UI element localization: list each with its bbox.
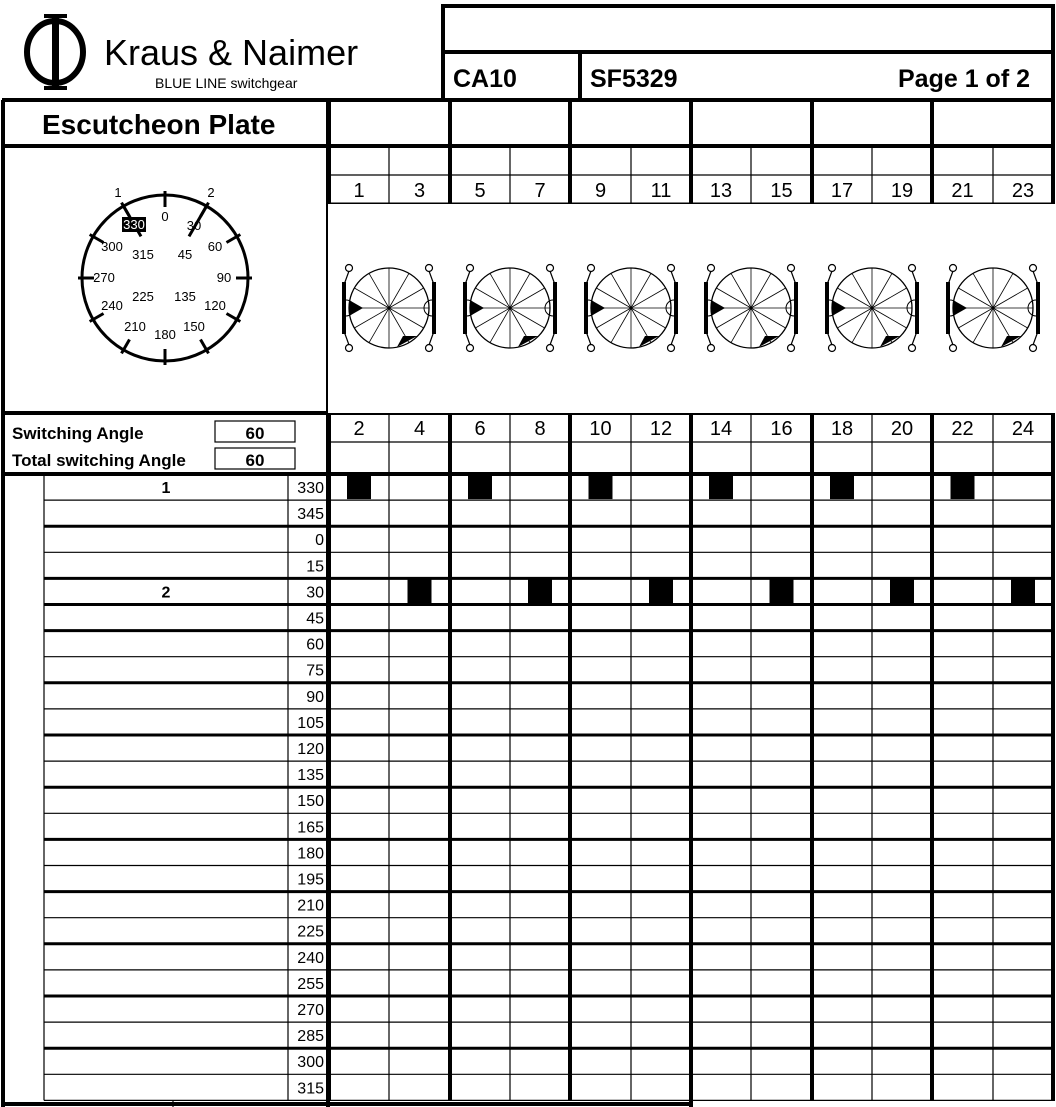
dial-angle-label: 45 [177, 247, 193, 262]
brand-name: Kraus & Naimer [104, 32, 359, 73]
table-row [44, 657, 1055, 680]
total-switching-angle-value: 60 [245, 451, 265, 470]
table-row [44, 839, 1055, 862]
table-row [44, 1048, 1055, 1071]
terminal-number-bottom: 4 [413, 418, 426, 440]
terminal-number-bottom: 18 [830, 418, 854, 440]
terminal-number-top: 17 [830, 180, 854, 202]
terminal-pin [909, 345, 916, 352]
row-angle: 90 [306, 688, 324, 706]
row-angle: 315 [297, 1080, 324, 1098]
dial-angle-label: 135 [174, 289, 196, 304]
row-angle: 225 [297, 923, 324, 941]
terminal-pin [346, 265, 353, 272]
dial-angle-label: 210 [124, 319, 146, 334]
terminal-number-top: 23 [1011, 180, 1035, 202]
row-angle: 135 [297, 767, 324, 785]
table-row [44, 918, 1055, 941]
closed-contact-marker [347, 475, 371, 499]
terminal-pin [668, 345, 675, 352]
closed-contact-marker [770, 579, 794, 603]
table-row [44, 500, 1055, 523]
row-position: 1 [161, 480, 171, 497]
contact-bar [584, 282, 588, 334]
table-row [44, 866, 1055, 889]
dial-angle-label: 90 [216, 270, 232, 285]
terminal-number-top: 13 [709, 180, 733, 202]
page-indicator: Page 1 of 2 [898, 65, 1030, 93]
terminal-number-top: 7 [534, 180, 546, 202]
table-row [44, 996, 1055, 1019]
closed-contact-marker [649, 579, 673, 603]
terminal-number-top: 19 [890, 180, 914, 202]
terminal-pin [467, 345, 474, 352]
terminal-pin [708, 345, 715, 352]
terminal-number-bottom: 2 [353, 418, 365, 440]
row-angle: 45 [306, 610, 324, 628]
table-row [44, 1022, 1055, 1045]
dial-angle-label: 225 [132, 289, 154, 304]
contact-bar [704, 282, 708, 334]
row-angle: 285 [297, 1028, 324, 1046]
table-row [44, 1074, 1055, 1097]
dial-angle-label: 0 [161, 209, 169, 224]
row-angle: 75 [306, 662, 324, 680]
terminal-pin [950, 265, 957, 272]
table-row [44, 683, 1055, 706]
closed-contact-marker [589, 475, 613, 499]
dial-angle-label: 120 [204, 298, 226, 313]
closed-contact-marker [408, 579, 432, 603]
dial-angle-label: 150 [183, 319, 205, 334]
terminal-pin [1030, 345, 1037, 352]
dial-angle-label: 180 [154, 327, 176, 342]
dial-angle-label: 240 [101, 298, 123, 313]
closed-contact-marker [528, 579, 552, 603]
brand-tagline: BLUE LINE switchgear [155, 75, 298, 91]
table-row [44, 787, 1055, 810]
terminal-number-top: 15 [770, 180, 793, 202]
terminal-number-bottom: 24 [1011, 418, 1035, 440]
total-switching-angle-label: Total switching Angle [12, 451, 186, 470]
closed-contact-marker [1011, 579, 1035, 603]
terminal-number-top: 9 [594, 180, 607, 202]
symbol-area [328, 204, 1055, 413]
contact-bar [342, 282, 346, 334]
terminal-number-top: 11 [650, 180, 672, 202]
series-code: CA10 [453, 65, 517, 93]
closed-contact-marker [890, 579, 914, 603]
row-angle: 210 [297, 897, 324, 915]
dial-position-label: 1 [114, 185, 122, 200]
terminal-pin [668, 265, 675, 272]
terminal-pin [426, 345, 433, 352]
table-row [44, 735, 1055, 758]
row-angle: 60 [306, 636, 324, 654]
terminal-number-bottom: 8 [534, 418, 546, 440]
dial-angle-label: 315 [132, 247, 154, 262]
row-angle: 150 [297, 793, 324, 811]
terminal-number-bottom: 12 [649, 418, 673, 440]
terminal-pin [588, 345, 595, 352]
table-row [44, 552, 1055, 575]
terminal-pin [467, 265, 474, 272]
table-row [44, 578, 1055, 603]
table-row [44, 526, 1055, 549]
row-angle: 195 [297, 871, 324, 889]
table-row [44, 709, 1055, 732]
table-row [44, 605, 1055, 628]
row-angle: 345 [297, 506, 324, 524]
contact-bar [553, 282, 557, 334]
contact-bar [674, 282, 678, 334]
terminal-pin [426, 265, 433, 272]
terminal-number-top: 1 [353, 180, 365, 202]
drawing-number: SF5329 [590, 65, 678, 93]
row-position: 2 [161, 584, 171, 602]
dial-angle-label: 330 [123, 217, 145, 232]
row-angle: 300 [297, 1054, 324, 1072]
table-row [44, 813, 1055, 836]
contact-bar [794, 282, 798, 334]
table-row [44, 631, 1055, 654]
escutcheon-title: Escutcheon Plate [42, 109, 276, 140]
dial-angle-label: 270 [93, 270, 115, 285]
row-angle: 30 [306, 584, 324, 602]
row-angle: 0 [315, 532, 324, 550]
row-angle: 270 [297, 1002, 324, 1019]
row-angle: 120 [297, 741, 324, 758]
logo [27, 14, 83, 90]
contact-bar [1036, 282, 1040, 334]
terminal-pin [588, 265, 595, 272]
table-row [44, 944, 1055, 967]
terminal-pin [909, 265, 916, 272]
closed-contact-marker [830, 475, 854, 499]
row-angle: 255 [297, 975, 324, 993]
row-angle: 330 [297, 480, 324, 497]
contact-bar [946, 282, 950, 334]
table-row [44, 761, 1055, 784]
terminal-pin [788, 345, 795, 352]
terminal-pin [547, 265, 554, 272]
closed-contact-marker [709, 475, 733, 499]
terminal-pin [708, 265, 715, 272]
dial-position-label: 2 [207, 185, 215, 200]
closed-contact-marker [951, 475, 975, 499]
table-row [44, 892, 1055, 915]
escutcheon-dial [78, 185, 252, 365]
terminal-number-top: 3 [413, 180, 426, 202]
switching-angle-value: 60 [245, 424, 265, 443]
terminal-number-top: 5 [474, 180, 486, 202]
dial-angle-label: 300 [101, 239, 123, 254]
terminal-pin [829, 265, 836, 272]
contact-bar [825, 282, 829, 334]
terminal-pin [829, 345, 836, 352]
terminal-pin [547, 345, 554, 352]
row-angle: 105 [297, 714, 324, 732]
row-angle: 165 [297, 819, 324, 837]
contact-bar [432, 282, 436, 334]
contact-bar [463, 282, 467, 334]
terminal-number-bottom: 22 [951, 418, 974, 440]
terminal-number-top: 21 [951, 180, 974, 202]
terminal-pin [1030, 265, 1037, 272]
terminal-number-bottom: 16 [770, 418, 793, 440]
dial-angle-label: 30 [186, 218, 202, 233]
terminal-pin [788, 265, 795, 272]
closed-contact-marker [468, 475, 492, 499]
terminal-number-bottom: 6 [474, 418, 486, 440]
switching-program-table [44, 474, 1055, 1107]
row-angle: 15 [306, 558, 324, 576]
terminal-number-bottom: 10 [589, 418, 612, 440]
terminal-number-bottom: 20 [890, 418, 914, 440]
table-row [44, 970, 1055, 993]
terminal-number-bottom: 14 [709, 418, 733, 440]
terminal-pin [346, 345, 353, 352]
contact-bar [915, 282, 919, 334]
row-angle: 180 [297, 845, 324, 863]
terminal-pin [950, 345, 957, 352]
row-angle: 240 [297, 949, 324, 967]
dial-angle-label: 60 [207, 239, 223, 254]
switching-angle-label: Switching Angle [12, 424, 144, 443]
